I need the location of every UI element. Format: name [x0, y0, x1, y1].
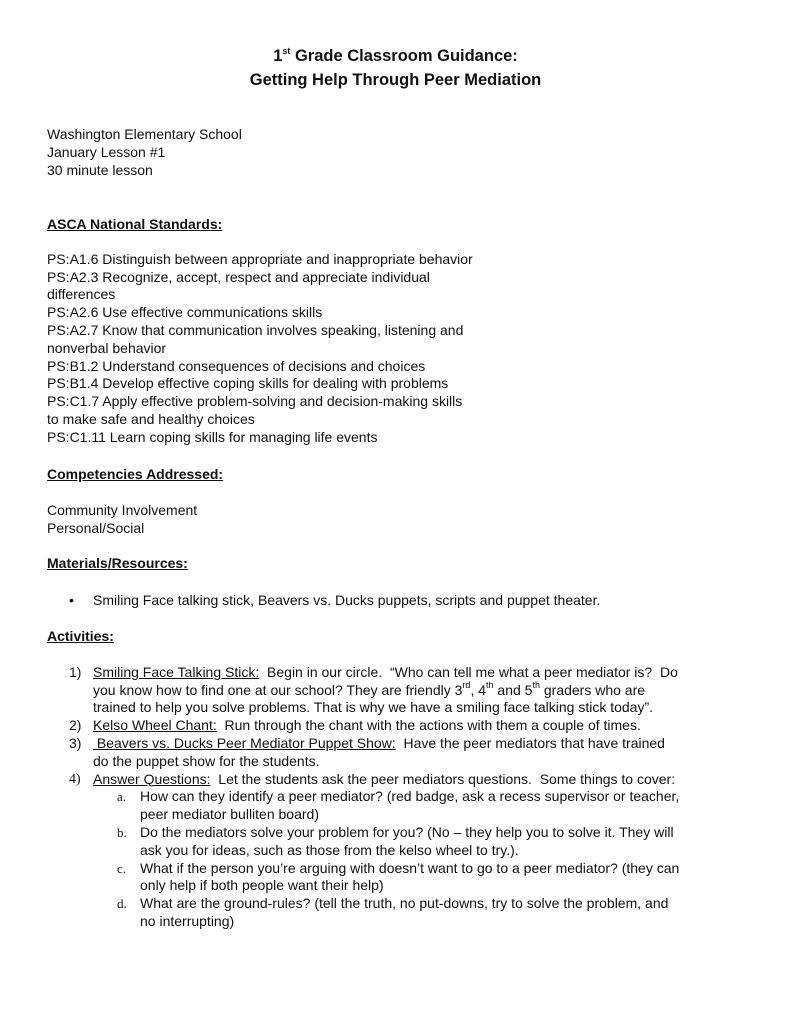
standard-line: PS:C1.7 Apply effective problem-solving and decision-making skills: [47, 393, 463, 410]
activity-title: Smiling Face Talking Stick:: [93, 663, 260, 680]
school-name: Washington Elementary School: [47, 126, 242, 142]
standard-line: PS:A2.7 Know that communication involves speaking, listening and: [47, 321, 464, 338]
title-line-1: 1st Grade Classroom Guidance:: [273, 45, 518, 65]
standard-line: to make safe and healthy choices: [47, 410, 255, 427]
question-item-d: d. What are the ground-rules? (tell the truth, no put-downs, try to solve the problem, and no interrupting): [117, 895, 669, 929]
question-item-c: c. What if the person you’re arguing with doesn’t want to go to a peer mediator? (they can only help if both people want their help): [117, 859, 680, 894]
title-line-2: Getting Help Through Peer Mediation: [249, 71, 542, 89]
standard-line: PS:C1.11 Learn coping skills for managing life events: [47, 428, 378, 445]
standards-section: [47, 216, 751, 447]
activity-item-1: 1) Smiling Face Talking Stick: Begin in our circle. “Who can tell me what a peer mediator is? Do you know how to find one at our school? They are friendly 3rd, 4th and 5th graders who are trained to help you solve problems. That is why we have a smiling face talking stick today”.: [69, 663, 678, 716]
standard-line: PS:A1.6 Distinguish between appropriate and inappropriate behavior: [47, 250, 473, 267]
competency-item: Community Involvement: [47, 501, 198, 518]
activity-item-3: 3) Beavers vs. Ducks Peer Mediator Puppet Show: Have the peer mediators that have trained do the puppet show for the students.: [69, 734, 665, 769]
materials-list: [47, 592, 751, 610]
activity-title: Kelso Wheel Chant:: [93, 717, 217, 734]
activities-heading: Activities:: [47, 628, 114, 644]
question-item-a: a. How can they identify a peer mediator? (red badge, ask a recess supervisor or teacher, peer mediator bulliten board): [117, 788, 680, 823]
standard-line: PS:B1.4 Develop effective coping skills for dealing with problems: [47, 375, 449, 392]
materials-item: • Smiling Face talking stick, Beavers vs. Ducks puppets, scripts and puppet theater.: [47, 592, 751, 610]
standard-line: nonverbal behavior: [47, 339, 167, 356]
activity-item-2: 2) Kelso Wheel Chant: Run through the chant with the actions with them a couple of times.: [69, 717, 641, 734]
activity-title: Beavers vs. Ducks Peer Mediator Puppet Show:: [93, 734, 396, 751]
activity-title: Answer Questions:: [93, 770, 211, 787]
competencies-section: [47, 466, 751, 537]
competencies-heading: Competencies Addressed:: [47, 466, 224, 482]
materials-section: [47, 555, 751, 610]
document-title: [0, 44, 791, 92]
standard-line: differences: [47, 286, 116, 303]
lesson-info: [47, 126, 751, 179]
lesson-duration: 30 minute lesson: [47, 161, 153, 178]
activity-item-4: 4) Answer Questions: Let the students ask the peer mediators questions. Some things to cover:: [69, 770, 676, 787]
standard-line: PS:A2.6 Use effective communications skills: [47, 304, 323, 321]
competency-item: Personal/Social: [47, 519, 145, 536]
question-item-b: b. Do the mediators solve your problem for you? (No – they help you to solve it. They will ask you for ideas, such as those from the kelso wheel to try.).: [117, 823, 674, 858]
materials-heading: Materials/Resources:: [47, 555, 188, 571]
standard-line: PS:B1.2 Understand consequences of decisions and choices: [47, 357, 426, 374]
standards-heading: ASCA National Standards:: [47, 216, 223, 232]
activities-section: [47, 628, 751, 931]
lesson-number: January Lesson #1: [47, 143, 166, 160]
standard-line: PS:A2.3 Recognize, accept, respect and appreciate individual: [47, 268, 430, 285]
